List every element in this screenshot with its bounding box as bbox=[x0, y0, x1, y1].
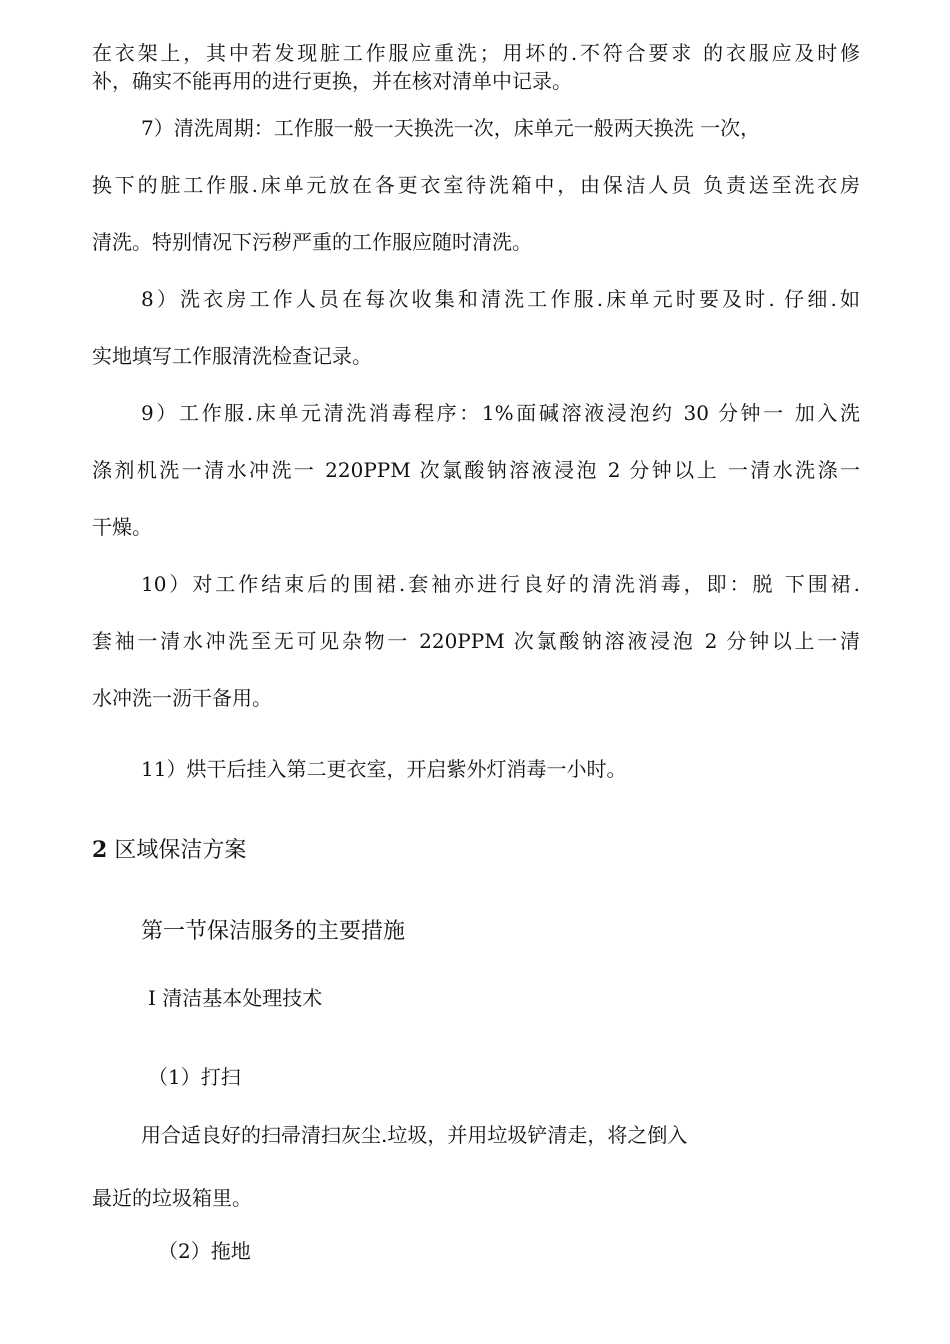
list-item-title: （1）打扫 bbox=[148, 1065, 241, 1089]
paragraph-line: 最近的垃圾箱里。 bbox=[92, 1186, 252, 1210]
paragraph-line: 实地填写工作服清洗检查记录。 bbox=[92, 344, 372, 368]
section-heading-text: 区域保洁方案 bbox=[114, 838, 247, 863]
paragraph-line: 换下的脏工作服.床单元放在各更衣室待洗箱中，由保洁人员 负责送至洗衣房 bbox=[92, 173, 860, 197]
paragraph-line: 11）烘干后挂入第二更衣室，开启紫外灯消毒一小时。 bbox=[141, 757, 627, 781]
paragraph-line: 8）洗衣房工作人员在每次收集和清洗工作服.床单元时要及时. 仔细.如 bbox=[141, 287, 860, 311]
paragraph-line: 干燥。 bbox=[92, 515, 152, 539]
section-number: 2 bbox=[92, 837, 108, 863]
section-heading bbox=[92, 836, 860, 865]
paragraph-line: 补，确实不能再用的进行更换，并在核对清单中记录。 bbox=[92, 69, 572, 93]
paragraph-line: 套袖一清水冲洗至无可见杂物一 220PPM 次氯酸钠溶液浸泡 2 分钟以上一清 bbox=[92, 629, 860, 653]
chapter-title: 第一节保洁服务的主要措施 bbox=[141, 919, 406, 944]
paragraph-line: 涤剂机洗一清水冲洗一 220PPM 次氯酸钠溶液浸泡 2 分钟以上 一清水洗涤一 bbox=[92, 458, 860, 482]
list-item-title: （2）拖地 bbox=[158, 1239, 251, 1263]
subsection-title: I 清洁基本处理技术 bbox=[148, 986, 323, 1010]
paragraph-line: 9）工作服.床单元清洗消毒程序：1%面碱溶液浸泡约 30 分钟一 加入洗 bbox=[141, 401, 860, 425]
paragraph-line: 清洗。特别情况下污秽严重的工作服应随时清洗。 bbox=[92, 230, 532, 254]
paragraph-line: 7）清洗周期：工作服一般一天换洗一次，床单元一般两天换洗 一次， bbox=[141, 116, 761, 140]
paragraph-line: 水冲洗一沥干备用。 bbox=[92, 686, 272, 710]
paragraph-line: 在衣架上，其中若发现脏工作服应重洗；用坏的.不符合要求 的衣服应及时修 bbox=[92, 41, 860, 65]
paragraph-line: 10）对工作结束后的围裙.套袖亦进行良好的清洗消毒，即：脱 下围裙. bbox=[141, 572, 860, 596]
paragraph-line: 用合适良好的扫帚清扫灰尘.垃圾，并用垃圾铲清走，将之倒入 bbox=[141, 1123, 688, 1147]
